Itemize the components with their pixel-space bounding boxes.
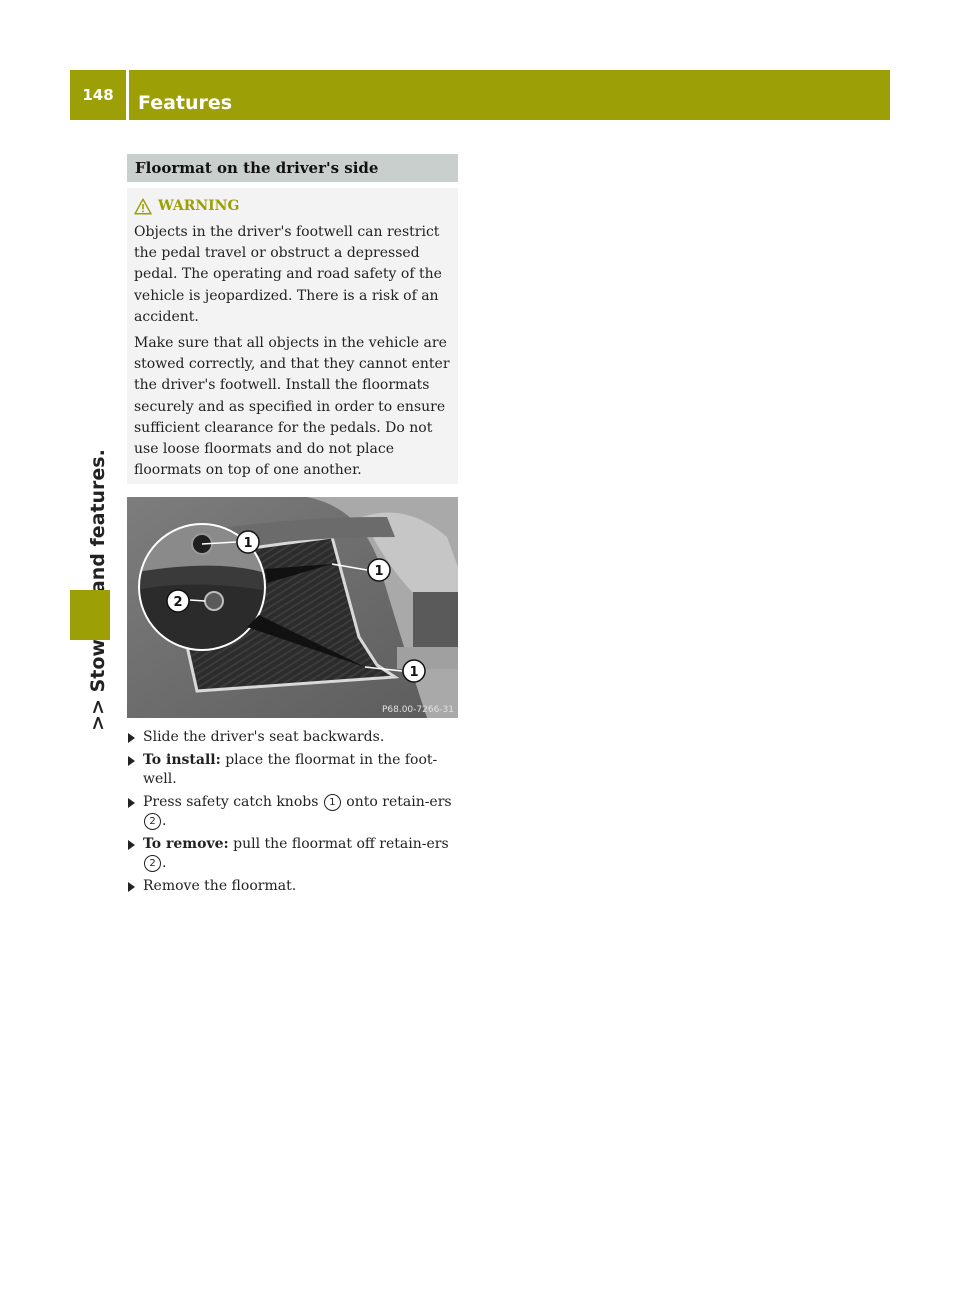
svg-text:1: 1	[374, 564, 384, 579]
step-text: onto retain-ers	[341, 793, 452, 810]
warning-title	[134, 196, 451, 216]
step-text: Slide the driver's seat backwards.	[143, 729, 385, 745]
step-text: Press safety catch knobs	[143, 793, 323, 810]
arrow-right-icon	[128, 756, 135, 766]
step-item	[127, 793, 458, 832]
svg-text:1: 1	[243, 536, 253, 551]
callout-number: 2	[144, 855, 161, 872]
header-divider	[126, 70, 129, 120]
step-item	[127, 728, 458, 748]
warning-paragraph: Objects in the driver's footwell can restrict the pedal travel or obstruct a depressed pedal. The operating and road safety of the vehicle is jeopardized. There is a risk of an accident.	[134, 224, 442, 325]
step-text: Remove the floormat.	[143, 877, 297, 894]
svg-text:1: 1	[409, 665, 419, 680]
callout-number: 2	[144, 813, 161, 830]
arrow-right-icon	[128, 733, 135, 743]
arrow-right-icon	[128, 798, 135, 808]
warning-triangle-icon	[134, 198, 152, 215]
step-text: .	[162, 813, 167, 829]
image-callout-2	[167, 590, 189, 612]
svg-text:2: 2	[173, 595, 183, 610]
step-keyword: To install:	[143, 751, 221, 768]
step-text: place the floormat in the foot-well.	[143, 751, 438, 787]
warning-box	[127, 188, 458, 484]
floormat-photo	[127, 497, 458, 718]
image-callout-1	[237, 531, 259, 553]
arrow-right-icon	[128, 840, 135, 850]
step-keyword: To remove:	[143, 835, 229, 852]
arrow-right-icon	[128, 882, 135, 892]
page-title: Features	[138, 92, 233, 114]
step-text: pull the floormat off retain-ers	[228, 835, 449, 852]
page-number: 148	[82, 86, 114, 104]
callout-number: 1	[324, 794, 341, 811]
step-item	[127, 835, 458, 874]
image-callout-1	[403, 660, 425, 682]
chapter-tab	[70, 590, 110, 640]
section-heading: Floormat on the driver's side	[127, 154, 458, 182]
step-text: .	[162, 855, 167, 871]
warning-paragraph: Make sure that all objects in the vehicle are stowed correctly, and that they cannot enter the driver's footwell. Install the floormats securely and as specified in order to ensure sufficient clearance for the pedals. Do not use loose floormats and do not place floormats on top of one another.	[134, 335, 450, 479]
image-code: P68.00-7266-31	[381, 705, 454, 715]
instruction-steps	[127, 728, 458, 899]
step-item	[127, 877, 458, 897]
image-callout-1	[368, 559, 390, 581]
step-item	[127, 751, 458, 790]
warning-label: WARNING	[158, 198, 240, 214]
